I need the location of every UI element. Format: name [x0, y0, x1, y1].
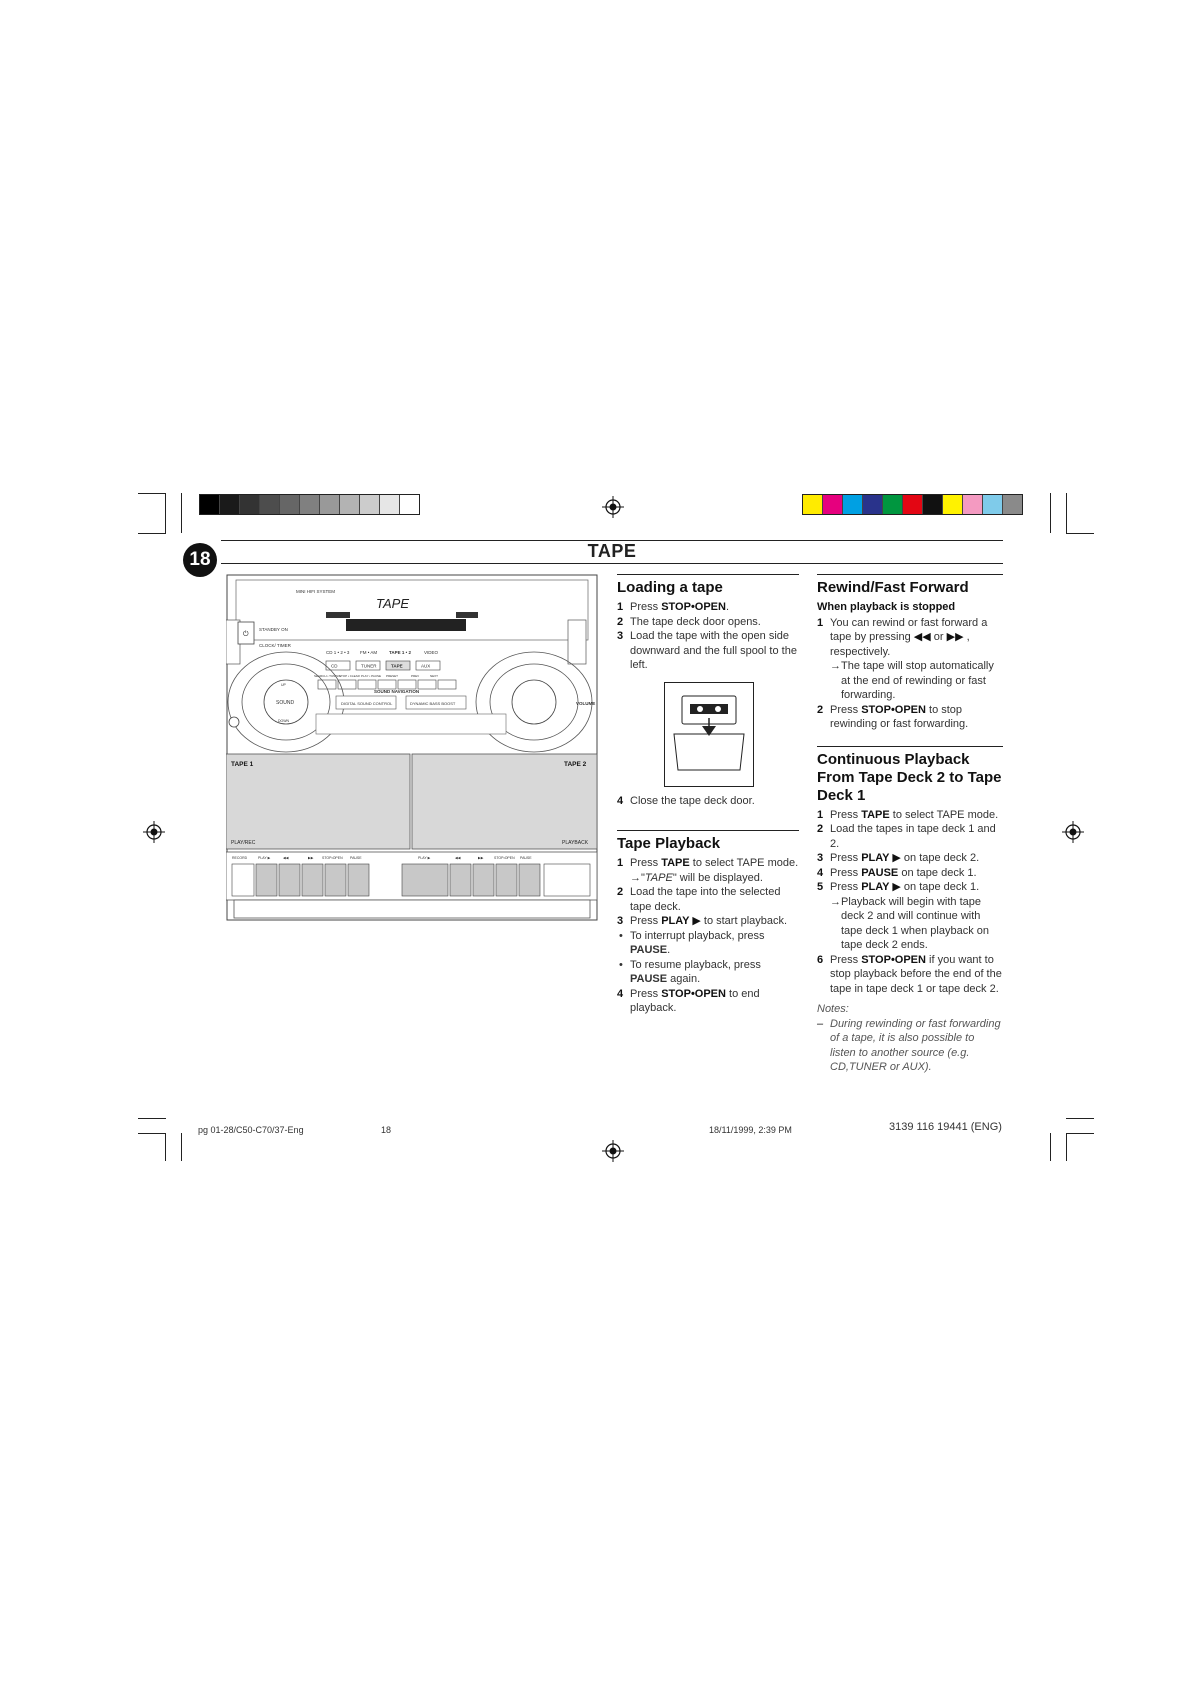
- grayscale-calibration-bar: [199, 494, 420, 515]
- sound-navigation-label: SOUND NAVIGATION: [374, 689, 420, 694]
- footer-page-number: 18: [381, 1125, 392, 1135]
- deck1-button-label: ▶▶: [308, 856, 314, 860]
- gray-swatch: [260, 495, 280, 514]
- color-swatch: [863, 495, 883, 514]
- section-rule: [617, 574, 799, 575]
- deck1-key: [256, 864, 277, 896]
- rewind-step-1-result: → The tape will stop automatically at the end of rewinding or fast forwarding.: [830, 660, 994, 701]
- playrec-label: PLAY/REC: [231, 840, 256, 846]
- clock-label: CLOCK/ TIMER: [259, 643, 291, 648]
- tape1-label: TAPE 1: [231, 761, 254, 768]
- source-label: CD 1 • 2 • 3: [326, 650, 350, 655]
- continuous-step-5-result: → Playback will begin with tape deck 2 and will continue with tape deck 1 when playback on tape deck 2 ends.: [830, 895, 989, 951]
- sound-label: SOUND: [276, 700, 295, 706]
- rewind-subheading: When playback is stopped: [817, 601, 956, 613]
- rewind-step-2: 2 Press STOP•OPEN to stop rewinding or fast forwarding.: [817, 703, 969, 730]
- loading-step-3: 3 Load the tape with the open side downward and the full spool to the left.: [617, 630, 797, 671]
- deck2-button-label: PAUSE: [520, 856, 532, 860]
- display-text: TAPE: [376, 596, 409, 611]
- deck2-key: [473, 864, 494, 896]
- color-swatch: [943, 495, 963, 514]
- gray-swatch: [240, 495, 260, 514]
- gray-swatch: [200, 495, 220, 514]
- transport-button: [438, 680, 456, 689]
- deck2-key: [450, 864, 471, 896]
- page-title: TAPE: [587, 541, 637, 561]
- down-label: DOWN: [278, 719, 290, 723]
- deck1-button-label: PAUSE: [350, 856, 362, 860]
- up-label: UP: [281, 683, 286, 687]
- dsc-label: DIGITAL SOUND CONTROL: [341, 701, 393, 706]
- source-button-label: TAPE: [391, 663, 403, 669]
- gray-swatch: [280, 495, 300, 514]
- deck2-button-label: STOP•OPEN: [494, 856, 515, 860]
- section-rule: [817, 574, 1003, 575]
- playback-bullet-interrupt: • To interrupt playback, press PAUSE.: [619, 929, 765, 956]
- footer-date: 18/11/1999, 2:39 PM: [709, 1125, 792, 1135]
- deck2-key: [519, 864, 540, 896]
- color-swatch: [883, 495, 903, 514]
- transport-button: [358, 680, 376, 689]
- registration-mark-left: [143, 821, 165, 843]
- transport-label: STOP • CLEAR: [339, 674, 360, 678]
- mini-hifi-system-illustration: [226, 574, 598, 921]
- continuous-heading: Continuous Playback From Tape Deck 2 to Tape Deck 1: [817, 750, 1002, 804]
- deck1-key: [302, 864, 323, 896]
- gray-swatch: [380, 495, 400, 514]
- volume-label: VOLUME: [576, 701, 596, 706]
- deck1-key: [348, 864, 369, 896]
- registration-mark-top: [602, 496, 624, 518]
- source-button-label: AUX: [421, 663, 431, 669]
- section-rule: [617, 830, 799, 831]
- cassette-loading-illustration: [664, 682, 754, 787]
- deck2-button-label: ◀◀: [455, 856, 461, 860]
- color-swatch: [963, 495, 983, 514]
- deck2-spacer: [544, 864, 590, 896]
- registration-mark-right: [1062, 821, 1084, 843]
- source-label: FM • AM: [360, 650, 378, 655]
- tape-deck-1: [226, 754, 410, 849]
- loading-heading: Loading a tape: [617, 579, 723, 596]
- loading-step-2: 2 The tape deck door opens.: [617, 615, 761, 628]
- source-button-label: CD: [331, 663, 338, 669]
- rewind-heading: Rewind/Fast Forward: [817, 579, 969, 596]
- transport-label: PLAY • PAUSE: [361, 674, 382, 678]
- continuous-step-5: 5 Press PLAY ▶ on tape deck 1.: [817, 881, 980, 893]
- playback-bullet-resume: • To resume playback, press PAUSE again.: [619, 958, 761, 985]
- source-label: TAPE 1 • 2: [389, 650, 411, 655]
- dbb-label: DYNAMIC BASS BOOST: [410, 701, 456, 706]
- playback-heading: Tape Playback: [617, 835, 721, 852]
- transport-label: SEARCH • TUNING: [314, 674, 341, 678]
- color-swatch: [923, 495, 943, 514]
- page-number-badge: 18: [183, 543, 217, 577]
- playback-step-3: 3 Press PLAY ▶ to start playback.: [617, 915, 788, 927]
- gray-swatch: [400, 495, 419, 514]
- note-item: – During rewinding or fast forwarding of a tape, it is also possible to listen to another source (e.g. CD,TUNER or AUX).: [817, 1017, 1001, 1073]
- continuous-step-1: 1 Press TAPE to select TAPE mode.: [817, 808, 999, 821]
- footer-document-code: 3139 116 19441 (ENG): [889, 1121, 1002, 1133]
- gray-swatch: [220, 495, 240, 514]
- source-button-label: TUNER: [361, 663, 377, 669]
- deck1-button-label: STOP•OPEN: [322, 856, 343, 860]
- transport-button: [378, 680, 396, 689]
- standby-label: STANDBY ON: [259, 627, 288, 632]
- color-swatch: [903, 495, 923, 514]
- registration-mark-bottom: [602, 1140, 624, 1162]
- svg-text:⏻: ⏻: [243, 631, 249, 638]
- tape2-label: TAPE 2: [564, 761, 587, 768]
- deck1-key: [279, 864, 300, 896]
- deck1-button-label: RECORD: [232, 856, 248, 860]
- color-swatch: [983, 495, 1003, 514]
- deck2-play-key: [402, 864, 448, 896]
- loading-step-4: 4 Close the tape deck door.: [617, 794, 755, 807]
- continuous-step-6: 6 Press STOP•OPEN if you want to stop playback before the end of the tape in tape deck 1 or tape deck 2.: [817, 953, 1002, 995]
- color-swatch: [843, 495, 863, 514]
- playback-step-1-result: → "TAPE" will be displayed.: [630, 871, 763, 884]
- color-swatch: [823, 495, 843, 514]
- gray-swatch: [320, 495, 340, 514]
- transport-button: [418, 680, 436, 689]
- notes-label: Notes:: [817, 1003, 849, 1015]
- header-bottom-rule: [221, 563, 1003, 564]
- color-swatch: [803, 495, 823, 514]
- section-rule: [817, 746, 1003, 747]
- continuous-step-3: 3 Press PLAY ▶ on tape deck 2.: [817, 852, 980, 864]
- footer-file-name: pg 01-28/C50-C70/37-Eng: [198, 1125, 304, 1135]
- playback-step-4: 4 Press STOP•OPEN to end playback.: [617, 987, 760, 1014]
- transport-label: NEXT: [430, 674, 439, 678]
- transport-label: PREV: [411, 674, 420, 678]
- tape-deck-2: [412, 754, 597, 849]
- deck2-button-label: ▶▶: [478, 856, 484, 860]
- source-label: VIDEO: [424, 650, 439, 655]
- continuous-step-4: 4 Press PAUSE on tape deck 1.: [817, 866, 977, 879]
- brand-label: MINI HIFI SYSTEM: [296, 589, 336, 594]
- column-rewind-continuous: [817, 574, 1003, 1075]
- deck2-button-label: PLAY ▶: [418, 856, 431, 860]
- deck2-key: [496, 864, 517, 896]
- playback-step-1: 1 Press TAPE to select TAPE mode.: [617, 857, 799, 869]
- deck1-button-label: ◀◀: [283, 856, 289, 860]
- rewind-step-1: 1 You can rewind or fast forward a tape by pressing ◀◀ or ▶▶ , respectively.: [817, 616, 988, 658]
- deck1-button-label: PLAY ▶: [258, 856, 271, 860]
- gray-swatch: [360, 495, 380, 514]
- playback-step-2: 2 Load the tape into the selected tape deck.: [617, 886, 781, 913]
- column-loading-playback: [617, 574, 799, 1016]
- playback-label: PLAYBACK: [562, 840, 589, 846]
- transport-label: PRESET: [386, 674, 399, 678]
- transport-button: [398, 680, 416, 689]
- gray-swatch: [340, 495, 360, 514]
- loading-step-1: 1 Press STOP•OPEN.: [617, 601, 730, 613]
- color-swatch: [1003, 495, 1022, 514]
- color-calibration-bar: [802, 494, 1023, 515]
- display-segments: [346, 619, 466, 631]
- continuous-step-2: 2 Load the tapes in tape deck 1 and 2.: [817, 823, 996, 850]
- deck1-key: [325, 864, 346, 896]
- gray-swatch: [300, 495, 320, 514]
- deck1-record-key: [232, 864, 254, 896]
